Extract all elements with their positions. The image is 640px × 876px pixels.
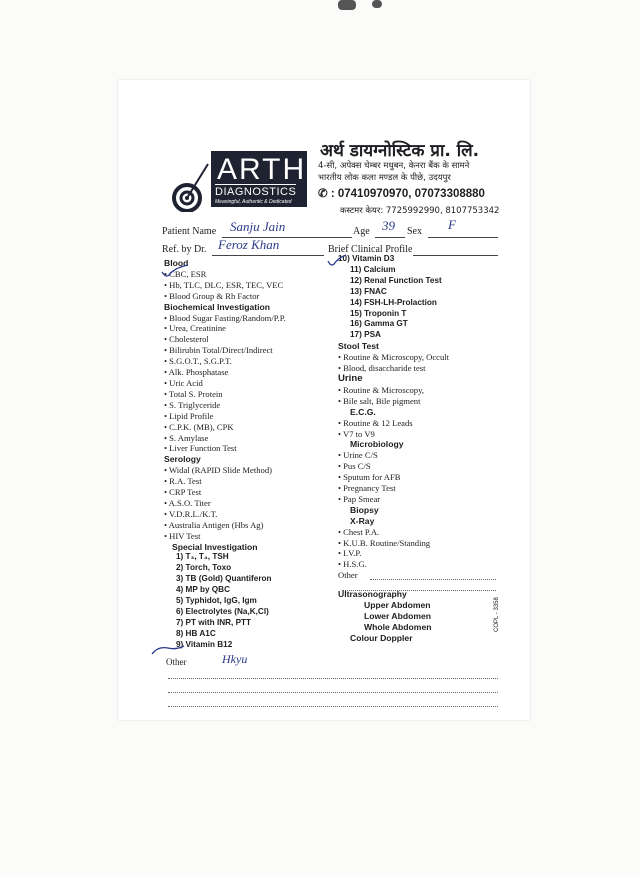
left-test-item: • Blood Group & Rh Factor	[164, 290, 260, 301]
right-test-item: • Sputum for AFB	[338, 472, 401, 483]
left-test-item: • Alk. Phosphatase	[164, 367, 229, 378]
right-test-item	[338, 581, 449, 589]
check-mark-icon	[326, 254, 348, 270]
right-test-item: • Pap Smear	[338, 493, 381, 504]
left-test-item: 8) HB A1C	[176, 628, 216, 638]
clinical-profile-label: Brief Clinical Profile	[328, 244, 413, 255]
right-test-item: • Urine C/S	[338, 450, 378, 461]
left-test-item: • Total S. Protein	[164, 388, 223, 399]
left-test-item: • HIV Test	[164, 530, 201, 541]
left-test-item: 4) MP by QBC	[176, 585, 230, 595]
left-test-item: 9) Vitamin B12	[176, 639, 233, 649]
left-test-item: 1) T₃, T₄, TSH	[176, 552, 229, 562]
left-test-item: • A.S.O. Titer	[164, 497, 211, 508]
left-test-item: • V.D.R.L./K.T.	[164, 508, 218, 519]
left-test-item: • Lipid Profile	[164, 410, 214, 421]
left-test-item: • Urea, Creatinine	[164, 323, 226, 334]
phone-numbers: 07410970970, 07073308880	[337, 188, 485, 200]
brand-logo	[211, 151, 307, 207]
right-test-item: 13) FNAC	[350, 286, 387, 296]
left-test-column	[164, 258, 286, 651]
right-section-heading: Whole Abdomen	[364, 621, 432, 632]
right-test-item: • Routine & Microscopy, Occult	[338, 352, 450, 363]
left-test-item: • Liver Function Test	[164, 443, 237, 454]
right-section-heading: X-Ray	[350, 515, 375, 526]
left-test-item: • Uric Acid	[164, 377, 203, 388]
left-test-item: 5) Typhidot, IgG, Igm	[176, 596, 257, 606]
right-test-item: 10) Vitamin D3	[338, 254, 395, 263]
right-section-heading: E.C.G.	[350, 406, 376, 417]
age-label: Age	[353, 226, 370, 237]
left-section-heading: Special Investigation	[172, 541, 258, 552]
right-section-heading: Lower Abdomen	[364, 611, 431, 621]
sex-value[interactable]: F	[448, 217, 456, 232]
right-test-item: 16) Gamma GT	[350, 319, 408, 329]
address-hindi	[318, 160, 469, 184]
right-section-heading: Colour Doppler	[350, 632, 413, 643]
right-section-heading: Upper Abdomen	[364, 600, 431, 611]
address-line-2: भारतीय लोक कला मण्डल के पीछे, उदयपुर	[318, 173, 451, 183]
other-xray-line	[370, 579, 496, 580]
age-value[interactable]: 39	[382, 218, 395, 233]
right-test-item: • Routine & Microscopy,	[338, 384, 424, 395]
right-test-item: • H.S.G.	[338, 559, 367, 570]
left-section-heading: Blood	[164, 258, 189, 268]
right-section-heading: Microbiology	[350, 439, 404, 450]
other-line-3	[168, 706, 498, 707]
right-test-item: • Routine & 12 Leads	[338, 417, 413, 428]
left-test-item: • Blood Sugar Fasting/Random/P.P.	[164, 312, 286, 323]
right-test-column	[338, 254, 449, 644]
left-test-item: • R.A. Test	[164, 476, 202, 487]
address-line-1: 4-सी, अपेक्स चेम्बर मधुबन, केनरा बैंक के सामने	[318, 161, 470, 171]
signature: Hkyu	[222, 652, 248, 666]
left-test-item: • S. Amylase	[164, 432, 209, 443]
patient-name-label: Patient Name	[162, 226, 217, 237]
right-test-item: 17) PSA	[350, 330, 381, 340]
sex-line	[428, 237, 498, 238]
right-test-item: • K.U.B. Routine/Standing	[338, 537, 431, 548]
right-test-item: 11) Calcium	[350, 264, 396, 274]
target-logo-icon	[168, 162, 210, 212]
right-section-heading: Biopsy	[350, 504, 379, 515]
ref-doctor-label: Ref. by Dr.	[162, 244, 207, 255]
left-test-item: 6) Electrolytes (Na,K,Cl)	[176, 607, 269, 616]
other-label: Other	[166, 657, 187, 667]
patient-name-value[interactable]: Sanju Jain	[230, 219, 286, 234]
phone-icon: ✆ :	[318, 188, 338, 200]
left-section-heading: Biochemical Investigation	[164, 301, 271, 312]
other-line-1	[168, 678, 498, 679]
right-test-item: • Chest P.A.	[338, 526, 380, 537]
other-xray-line-2	[342, 590, 496, 591]
right-section-heading: Ultrasonography	[338, 589, 407, 600]
left-test-item: • Bilirubin Total/Direct/Indirect	[164, 345, 273, 356]
logo-main: ARTH	[217, 153, 307, 186]
scan-mark	[338, 0, 356, 10]
left-test-item: • S.G.O.T., S.G.P.T.	[164, 356, 232, 367]
ref-doctor-line	[212, 255, 324, 256]
left-test-item: • CRP Test	[164, 487, 202, 498]
right-test-item: • Pus C/S	[338, 461, 371, 472]
logo-sub: DIAGNOSTICS	[215, 186, 297, 198]
customer-care: कस्टमर केयर: 7725992990, 8107753342	[340, 206, 500, 216]
left-test-item: • Widal (RAPID Slide Method)	[164, 465, 273, 476]
right-test-item: • Blood, disaccharide test	[338, 363, 426, 374]
right-test-item: • I.V.P.	[338, 548, 362, 559]
age-line	[375, 237, 405, 238]
right-section-heading: Urine	[338, 372, 363, 384]
right-test-item: 12) Renal Function Test	[350, 275, 442, 285]
left-test-item: • CBC, ESR	[164, 268, 207, 279]
left-test-item: • Australia Antigen (Hbs Ag)	[164, 519, 264, 530]
sex-label: Sex	[407, 226, 422, 237]
company-name-hindi: अर्थ डायग्नोस्टिक प्रा. लि.	[320, 141, 480, 161]
right-test-item: • Bile salt, Bile pigment	[338, 395, 421, 406]
left-test-item: • Cholesterol	[164, 334, 209, 345]
right-test-item: Other	[338, 570, 358, 581]
check-mark-icon	[160, 264, 190, 280]
left-test-item: • Hb, TLC, DLC, ESR, TEC, VEC	[164, 279, 284, 290]
left-section-heading: Serology	[164, 454, 201, 465]
left-test-item: 7) PT with INR, PTT	[176, 617, 252, 627]
left-test-item: • C.P.K. (MB), CPK	[164, 421, 234, 432]
left-test-item: 3) TB (Gold) Quantiferon	[176, 574, 272, 584]
logo-tagline: Meaningful, Authentic & Dedicated	[215, 199, 292, 205]
form-code: COPL - 3358	[494, 597, 500, 632]
right-test-item: 15) Troponin T	[350, 308, 407, 318]
right-test-item: • V7 to V9	[338, 428, 375, 439]
left-test-item: • S. Triglyceride	[164, 399, 221, 410]
right-test-item: 14) FSH-LH-Prolaction	[350, 297, 437, 307]
scan-mark	[372, 0, 382, 8]
right-test-item: • Pregnancy Test	[338, 483, 396, 494]
left-test-item: 2) Torch, Toxo	[176, 563, 232, 573]
right-section-heading: Stool Test	[338, 341, 379, 352]
phone-line	[318, 186, 485, 200]
ref-doctor-value[interactable]: Feroz Khan	[218, 237, 280, 252]
other-line-2	[168, 692, 498, 693]
